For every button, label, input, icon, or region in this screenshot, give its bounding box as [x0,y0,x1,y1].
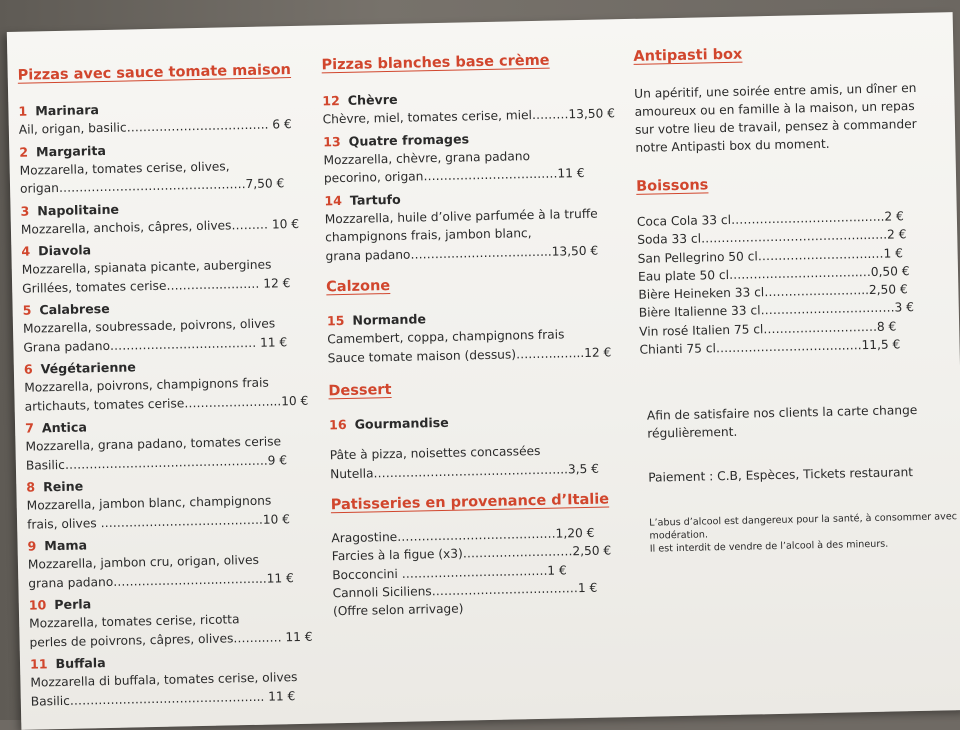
item-number: 13 [322,133,341,149]
patisserie-line: Bocconcini ……………………..……….1 € [332,562,567,582]
item-name: Napolitaine [37,201,120,218]
payment-info: Paiement : C.B, Espèces, Tickets restaurant [648,465,914,486]
item-description: Mozzarella, tomates cerise, olives, [19,158,230,178]
item-name: Buffala [55,655,106,672]
item-name: Antica [41,419,88,436]
pizza-blanche-list [322,85,626,265]
item-number: 7 [24,420,35,436]
menu-item [26,472,307,534]
patisserie-line: Farcies à la figue (x3)………………………2,50 € [331,543,612,564]
item-description: champignons frais, jambon blanc, [325,226,532,245]
item-description: Basilic…………………………………………..9 € [25,452,288,473]
item-name: Normande [352,311,427,328]
item-description: Chèvre, miel, tomates cerise, miel………13,50 € [322,106,616,127]
item-description: grana padano……………………..………...11 € [28,570,294,591]
section-title-antipasti: Antipasti box [633,46,743,65]
item-price-line: Nutella………………………………………...3,5 € [329,461,600,481]
patisseries-list [331,523,633,621]
item-number: 3 [20,203,30,219]
item-number: 2 [19,144,29,160]
item-number: 14 [324,192,343,208]
patisserie-line: Aragostine…………………………………1,20 € [331,525,595,546]
item-number: 9 [27,538,37,554]
menu-item [323,126,624,188]
item-description: Basilic………………………………………... 11 € [30,688,296,709]
item-description: Mozzarella, spianata picante, aubergines [21,257,272,277]
menu-item [329,409,630,483]
item-description: Camembert, coppa, champignons frais [327,327,565,347]
item-description: origan……………………………………….7,50 € [19,176,285,196]
item-number: 11 [29,656,48,672]
column-right [633,12,960,556]
column-left [17,26,311,714]
item-description: Mozzarella, jambon cru, origan, olives [27,552,260,572]
antipasti-description: Un apéritif, une soirée entre amis, un dîner en amoureux ou en famille à la maison, un repas sur votre lieu de travail, pensez à commander notre Antipasti box du moment. [634,80,917,155]
section-title-dessert: Dessert [328,382,392,400]
menu-item [23,354,309,416]
alcohol-minors-warning: Il est interdit de vendre de l’alcool à des mineurs. [649,539,889,556]
section-title-boissons: Boissons [636,177,709,195]
column-middle [321,19,633,621]
menu-item [21,236,302,298]
item-number: 12 [322,93,340,109]
menu-item [30,649,311,711]
section-title-calzone: Calzone [326,278,391,296]
item-description: Mozzarella, soubressade, poivrons, olives [22,316,276,336]
menu-item [28,590,313,652]
item-name: Reine [42,478,84,495]
section-title-pizzas-blanches: Pizzas blanches base crème [321,52,550,74]
item-name: Gourmandise [354,414,449,432]
item-name: Tartufo [349,191,401,208]
boisson-line: Bière Italienne 33 cl……………………………3 € [638,300,915,321]
item-number: 1 [18,103,28,119]
item-description: frais, olives ………………………………….10 € [26,511,291,532]
item-description: Mozzarella, chèvre, grana padano [323,148,531,167]
item-description: Mozzarella di buffala, tomates cerise, olives [30,670,298,690]
boisson-line: Coca Cola 33 cl…………………………...…..2 € [636,209,904,229]
menu-sheet [7,12,960,730]
item-name: Perla [54,596,92,613]
boisson-line: Vin rosé Italien 75 cl……………………….8 € [639,319,897,339]
boisson-line: Soda 33 cl…………………………………...….2 € [637,227,907,248]
menu-item [19,136,300,198]
section-title-patisseries: Patisseries en provenance d’Italie [330,491,610,514]
item-name: Quatre fromages [348,130,470,149]
menu-item [20,195,301,238]
item-number: 15 [326,312,345,329]
boisson-line: Eau plate 50 cl…………………………..…0,50 € [637,264,910,284]
item-name: Margarita [35,142,107,159]
section-title-pizzas-tomate: Pizzas avec sauce tomate maison [17,62,292,84]
menu-item [25,413,306,475]
item-number: 4 [21,243,31,259]
menu-item [324,185,625,266]
item-number: 6 [23,361,33,377]
pizza-tomate-list [18,96,311,711]
boisson-line: Bière Heineken 33 cl……………..……...2,50 € [638,282,908,302]
item-name: Végétarienne [40,359,136,377]
item-description: Mozzarella, tomates cerise, ricotta [29,612,240,631]
alcohol-warning: L’abus d’alcool est dangereux pour la santé, à consommer avec modération. [649,511,958,543]
item-description: Mozzarella, grana padano, tomates cerise [25,434,282,454]
menu-item [22,295,303,357]
item-name: Chèvre [347,91,398,108]
item-description: Grillées, tomates cerise…………..……… 12 € [22,275,291,296]
item-name: Mama [44,537,88,554]
boissons-list [637,206,956,359]
item-description: Grana padano……………………………… 11 € [23,334,288,355]
item-description: Mozzarella, anchois, câpres, olives……… 10 € [20,216,300,237]
patisserie-line: (Offre selon arrivage) [332,601,464,619]
item-name: Marinara [35,102,100,119]
boisson-line: Chianti 75 cl…………………………..….11,5 € [639,337,901,357]
patisserie-line: Cannoli Siciliens………………………………1 € [332,580,598,601]
calzone-list [327,305,628,367]
menu-item [18,96,299,139]
item-number: 10 [28,597,47,613]
item-description: grana padano………………………..…...13,50 € [325,243,599,263]
item-description: pecorino, origan……………………………11 € [323,165,585,186]
boisson-line: San Pellegrino 50 cl……………………….…1 € [637,245,904,266]
menu-item [27,531,308,593]
menu-item [327,305,628,367]
item-name: Diavola [37,242,92,259]
item-number: 5 [22,302,32,318]
item-description: Mozzarella, poivrons, champignons frais [24,375,269,395]
menu-item [322,85,623,129]
item-description: perles de poivrons, câpres, olives……..…. 11 € [29,629,313,650]
item-number: 8 [26,479,36,495]
item-number: 16 [328,416,347,433]
item-description: Sauce tomate maison (dessus)………..…...12 € [327,344,612,365]
item-description: artichauts, tomates cerise…………………...10 € [24,393,309,414]
menu-change-notice: Afin de satisfaire nos clients la carte change régulièrement. [646,403,918,442]
item-name: Calabrese [39,300,110,318]
item-description: Pâte à pizza, noisettes concassées [329,443,541,463]
item-description: Ail, origan, basilic…………………………….. 6 € [18,117,292,137]
item-description: Mozzarella, huile d’olive parfumée à la truffe [324,206,598,226]
item-description: Mozzarella, jambon blanc, champignons [26,493,272,513]
